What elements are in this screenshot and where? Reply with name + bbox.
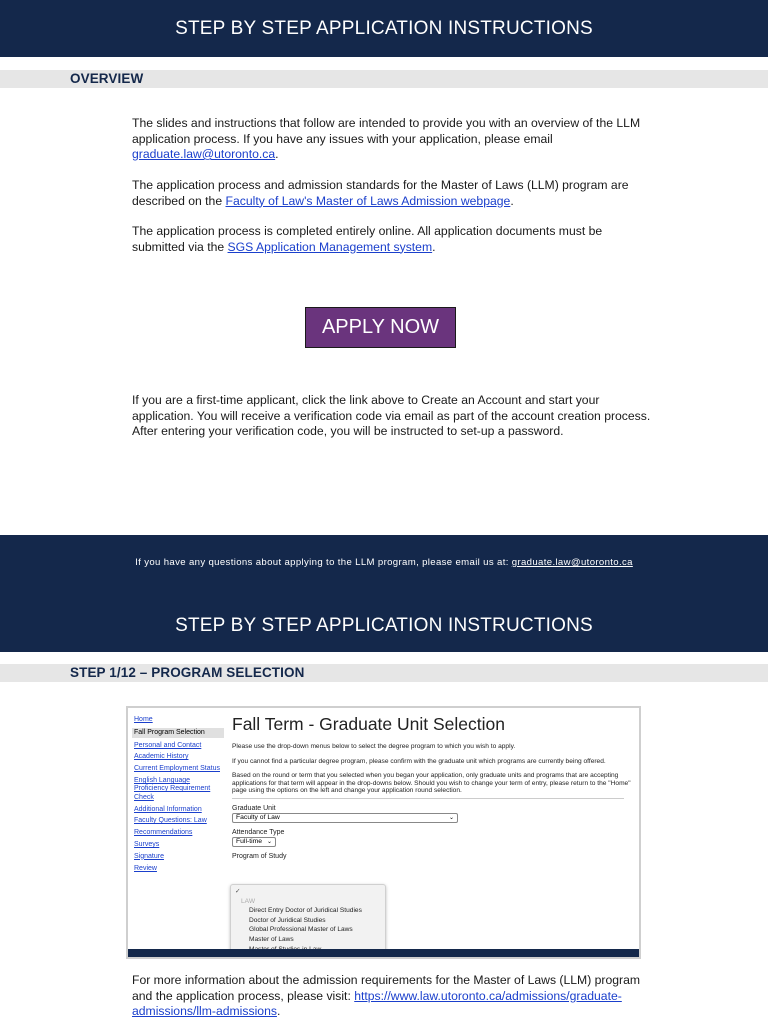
attendance-type-select[interactable] — [232, 837, 276, 847]
overview-p3-end: . — [432, 239, 436, 254]
form-divider — [232, 798, 624, 799]
nav-fall-program-selection[interactable]: Fall Program Selection — [132, 728, 224, 738]
dropdown-option[interactable]: Doctor of Juridical Studies — [249, 916, 326, 924]
overview-p1-end: . — [275, 147, 279, 161]
selection-form — [232, 714, 632, 861]
chevron-down-icon: ⌄ — [448, 814, 454, 821]
more-info-end: . — [276, 1004, 281, 1018]
overview-p1-text: The slides and instructions that follow are intended to provide you with an overview of the LLM application process. If you have any issues with your application, please email — [132, 116, 641, 146]
nav-personal-contact[interactable]: Personal and Contact — [134, 741, 202, 749]
dropdown-option[interactable]: Direct Entry Doctor of Juridical Studies — [249, 907, 362, 915]
program-selection-screenshot — [126, 706, 641, 959]
overview-heading: OVERVIEW — [70, 71, 144, 86]
footer-note — [0, 557, 768, 568]
form-instruction-1: Please use the drop-down menus below to select the degree program to which you wish to apply. — [232, 743, 516, 750]
checkmark-icon: ✓ — [235, 888, 241, 895]
application-sidebar — [134, 716, 226, 876]
program-of-study-label: Program of Study — [232, 852, 287, 860]
overview-paragraph-3 — [132, 224, 652, 255]
overview-paragraph-2 — [132, 178, 652, 209]
overview-p2-text: The application process and admission standards for the Master of Laws (LLM) program are described on the — [132, 178, 629, 208]
step-section-bar — [0, 664, 768, 682]
email-link[interactable]: graduate.law@utoronto.ca — [132, 147, 276, 161]
nav-recommendations[interactable]: Recommendations — [134, 829, 193, 837]
overview-paragraph-4: If you are a first-time applicant, click the link above to Create an Account and start your application. You will receive a verification code via email as part of the account creation process. After entering your verification code, you will be instructed to set-up a password. — [132, 393, 651, 438]
overview-p3-text: The application process is completed entirely online. All application documents must be submitted via the — [132, 224, 603, 254]
graduate-unit-select[interactable] — [232, 813, 458, 823]
top-banner — [0, 0, 768, 57]
more-info-paragraph — [132, 973, 662, 1020]
dropdown-option[interactable]: Master of Laws — [249, 935, 294, 943]
banner2-title: STEP BY STEP APPLICATION INSTRUCTIONS — [175, 615, 593, 636]
nav-academic-history[interactable]: Academic History — [134, 753, 189, 761]
graduate-unit-value: Faculty of Law — [236, 813, 280, 821]
dropdown-option[interactable]: Global Professional Master of Laws — [249, 926, 353, 934]
nav-current-employment[interactable]: Current Employment Status — [134, 765, 220, 773]
attendance-type-label: Attendance Type — [232, 828, 285, 836]
form-instruction-2: If you cannot find a particular degree program, please confirm with the graduate unit which programs are currently being offered. — [232, 757, 606, 765]
admission-webpage-link[interactable]: Faculty of Law's Master of Laws Admission webpage — [225, 193, 511, 208]
footer-email-link[interactable]: graduate.law@utoronto.ca — [511, 557, 633, 568]
nav-additional-info[interactable]: Additional Information — [134, 805, 202, 813]
sgs-system-link[interactable]: SGS Application Management system — [227, 239, 433, 254]
graduate-unit-label: Graduate Unit — [232, 804, 276, 812]
footer-text: If you have any questions about applying to the LLM program, please email us at: — [135, 557, 512, 568]
nav-faculty-questions[interactable]: Faculty Questions: Law — [134, 817, 207, 825]
attendance-type-value: Full-time — [236, 837, 263, 845]
nav-review[interactable]: Review — [134, 864, 157, 872]
nav-signature[interactable]: Signature — [134, 852, 164, 860]
nav-surveys[interactable]: Surveys — [134, 840, 160, 848]
overview-paragraph-1 — [132, 116, 652, 163]
more-info-text: For more information about the admission requirements for the Master of Laws (LLM) program and the application process, please visit: — [132, 973, 641, 1003]
nav-english-proficiency[interactable]: English Language Proficiency Requirement Check — [134, 776, 211, 801]
second-banner — [0, 600, 768, 652]
screenshot-footer-bar — [128, 949, 639, 957]
form-instruction-3: Based on the round or term that you selected when you began your application, only graduate units and programs that are accepting applications for that term will appear in the drop-downs below. Should you wish to change your term of entry, please return to the "Home" page using the options on the left and change your application round selection. — [232, 772, 631, 795]
apply-now-button[interactable]: APPLY NOW — [305, 307, 456, 348]
overview-p2-end: . — [510, 193, 514, 208]
program-dropdown-menu[interactable] — [230, 884, 386, 957]
llm-admissions-link[interactable]: https://www.law.utoronto.ca/admissions/graduate-admissions/llm-admissions — [132, 988, 622, 1018]
banner-title: STEP BY STEP APPLICATION INSTRUCTIONS — [175, 17, 593, 39]
step-heading: STEP 1/12 – PROGRAM SELECTION — [70, 665, 305, 680]
dropdown-group-label: LAW — [241, 897, 256, 905]
overview-section-bar — [0, 70, 768, 88]
nav-home[interactable]: Home — [134, 716, 153, 723]
chevron-down-icon: ⌄ — [266, 838, 272, 845]
form-title: Fall Term - Graduate Unit Selection — [232, 714, 505, 734]
